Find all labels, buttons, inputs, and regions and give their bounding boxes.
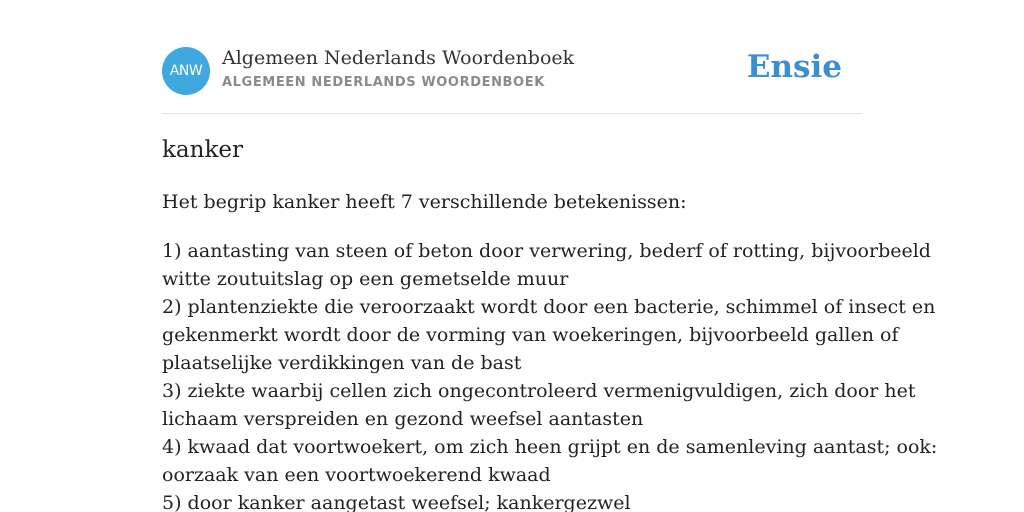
header-divider	[162, 113, 862, 114]
meaning-line: oorzaak van een voortwoekerend kwaad	[162, 464, 551, 486]
source-header	[162, 47, 862, 95]
anw-logo[interactable]: ANW	[162, 47, 210, 95]
source-subtitle: ALGEMEEN NEDERLANDS WOORDENBOEK	[222, 75, 545, 90]
entry-intro: Het begrip kanker heeft 7 verschillende betekenissen:	[162, 191, 687, 213]
meaning-line: plaatselijke verdikkingen van de bast	[162, 352, 522, 374]
meaning-line: 2) plantenziekte die veroorzaakt wordt door een bacterie, schimmel of insect en	[162, 296, 936, 318]
entry-headword: kanker	[162, 137, 244, 163]
meanings-list	[162, 237, 938, 512]
meaning-line: witte zoutuitslag op een gemetselde muur	[162, 268, 569, 290]
ensie-brand-link[interactable]: Ensie	[746, 49, 842, 85]
meaning-line: gekenmerkt wordt door de vorming van woekeringen, bijvoorbeeld gallen of	[162, 324, 899, 346]
source-title[interactable]: Algemeen Nederlands Woordenboek	[222, 47, 575, 69]
meaning-line: 4) kwaad dat voortwoekert, om zich heen grijpt en de samenleving aantast; ook:	[162, 436, 938, 458]
meaning-line: 1) aantasting van steen of beton door verwering, bederf of rotting, bijvoorbeeld	[162, 240, 931, 262]
meaning-line: lichaam verspreiden en gezond weefsel aantasten	[162, 408, 644, 430]
meaning-line: 3) ziekte waarbij cellen zich ongecontroleerd vermenigvuldigen, zich door het	[162, 380, 916, 402]
meaning-line: 5) door kanker aangetast weefsel; kankergezwel	[162, 492, 631, 512]
